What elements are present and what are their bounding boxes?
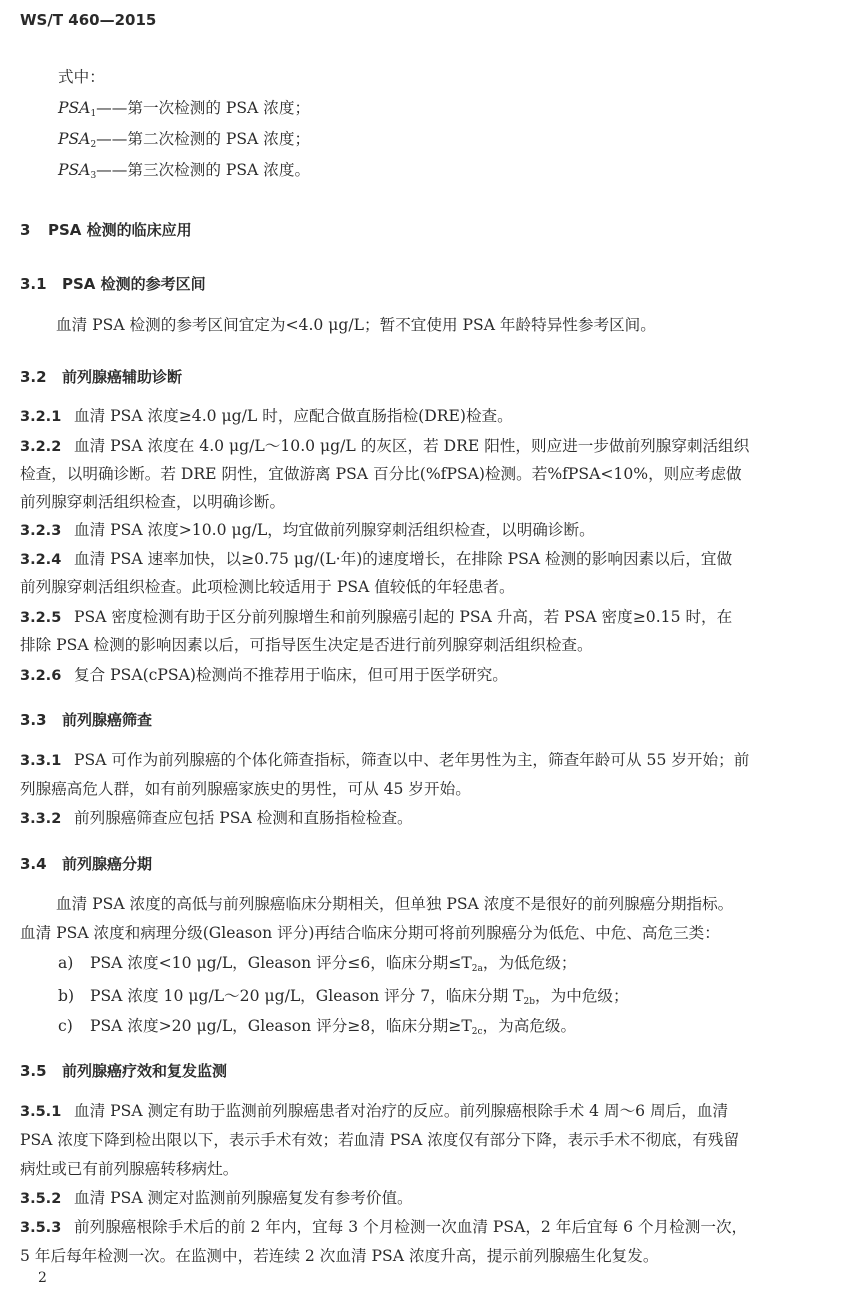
clause-number: 3.2.4 — [20, 552, 62, 568]
list-text: PSA 浓度 10 μg/L～20 μg/L，Gleason 评分 7，临床分期 T — [90, 987, 524, 1005]
list-text-end: ，为高危级。 — [482, 1017, 577, 1035]
clause-text: 前列腺癌根除手术后的前 2 年内，宜每 3 个月检测一次血清 PSA，2 年后宜每 6 个月检测一次， — [74, 1218, 748, 1236]
formula-intro: 式中： — [58, 68, 105, 86]
section-3-5-heading — [20, 1060, 227, 1082]
clause-text: 血清 PSA 浓度>10.0 μg/L，均宜做前列腺穿刺活组织检查，以明确诊断。 — [74, 521, 595, 539]
list-text-end: ，为中危级； — [535, 987, 629, 1005]
clause-text: 前列腺癌筛查应包括 PSA 检测和直肠指检检查。 — [74, 809, 413, 827]
section-number: 3.2 — [20, 368, 47, 386]
clause-number: 3.2.5 — [20, 610, 62, 626]
list-subscript: 2b — [523, 997, 536, 1007]
clause-3-2-6 — [20, 664, 508, 687]
section-3-4-heading — [20, 853, 152, 875]
formula-text: ——第三次检测的 PSA 浓度。 — [96, 161, 311, 179]
list-text-end: ，为低危级； — [482, 954, 577, 972]
formula-text: ——第二次检测的 PSA 浓度； — [96, 130, 311, 148]
clause-text: 血清 PSA 测定有助于监测前列腺癌患者对治疗的反应。前列腺癌根除手术 4 周～6 周后，血清 — [74, 1102, 729, 1120]
section-3-heading — [20, 219, 192, 241]
clause-3-3-1-line-2: 列腺癌高危人群，如有前列腺癌家族史的男性，可从 45 岁开始。 — [20, 780, 471, 798]
clause-number: 3.5.2 — [20, 1191, 62, 1207]
document-code: WS/T 460—2015 — [20, 11, 157, 29]
list-label: c) — [58, 1017, 73, 1035]
section-title: 前列腺癌分期 — [62, 855, 153, 873]
clause-3-2-2-line-3: 前列腺穿刺活组织检查，以明确诊断。 — [20, 493, 286, 511]
formula-text: ——第一次检测的 PSA 浓度； — [96, 99, 311, 117]
section-3-1-body: 血清 PSA 检测的参考区间宜定为<4.0 μg/L；暂不宜使用 PSA 年龄特异性参考区间。 — [56, 316, 656, 334]
clause-number: 3.2.1 — [20, 409, 62, 425]
section-title: 前列腺癌筛查 — [62, 711, 153, 729]
section-3-1-heading — [20, 273, 206, 295]
risk-list-item — [58, 952, 576, 980]
clause-3-2-5-line-2: 排除 PSA 检测的影响因素以后，可指导医生决定是否进行前列腺穿刺活组织检查。 — [20, 636, 593, 654]
section-title: PSA 检测的临床应用 — [48, 221, 192, 239]
formula-def-1 — [58, 97, 310, 125]
clause-3-3-2 — [20, 807, 413, 830]
clause-text: 血清 PSA 速率加快，以≥0.75 μg/(L·年)的速度增长，在排除 PSA 检测的影响因素以后，宜做 — [74, 550, 733, 568]
clause-3-2-5 — [20, 606, 732, 629]
clause-3-5-1 — [20, 1100, 728, 1123]
section-number: 3.5 — [20, 1062, 47, 1080]
clause-text: PSA 可作为前列腺癌的个体化筛查指标，筛查以中、老年男性为主，筛查年龄可从 55 岁开始；前 — [74, 751, 750, 769]
clause-3-2-3 — [20, 519, 595, 542]
clause-text: PSA 密度检测有助于区分前列腺增生和前列腺癌引起的 PSA 升高，若 PSA 密度≥0.15 时，在 — [74, 608, 733, 626]
clause-number: 3.3.1 — [20, 753, 62, 769]
clause-3-5-2 — [20, 1187, 413, 1210]
list-subscript: 2a — [471, 964, 483, 974]
clause-number: 3.5.1 — [20, 1104, 62, 1120]
formula-subscript: 1 — [90, 109, 97, 119]
section-3-3-heading — [20, 709, 152, 731]
formula-subscript: 2 — [90, 140, 97, 150]
section-number: 3.1 — [20, 275, 47, 293]
clause-text: 血清 PSA 浓度≥4.0 μg/L 时，应配合做直肠指检(DRE)检查。 — [74, 407, 513, 425]
clause-number: 3.2.3 — [20, 523, 62, 539]
clause-text: 复合 PSA(cPSA)检测尚不推荐用于临床，但可用于医学研究。 — [74, 666, 508, 684]
clause-number: 3.2.2 — [20, 439, 62, 455]
list-text: PSA 浓度<10 μg/L，Gleason 评分≤6，临床分期≤T — [90, 954, 472, 972]
formula-symbol: PSA — [58, 161, 91, 179]
section-title: 前列腺癌疗效和复发监测 — [62, 1062, 228, 1080]
risk-list-item — [58, 985, 629, 1013]
clause-number: 3.2.6 — [20, 668, 62, 684]
formula-symbol: PSA — [58, 99, 91, 117]
section-3-4-paragraph-1: 血清 PSA 浓度的高低与前列腺癌临床分期相关，但单独 PSA 浓度不是很好的前列腺癌分期指标。 — [56, 895, 734, 913]
clause-3-2-2 — [20, 435, 749, 458]
clause-3-5-3-line-2: 5 年后每年检测一次。在监测中，若连续 2 次血清 PSA 浓度升高，提示前列腺癌生化复发。 — [20, 1247, 659, 1265]
clause-3-5-1-line-2: PSA 浓度下降到检出限以下，表示手术有效；若血清 PSA 浓度仅有部分下降，表示手术不彻底，有残留 — [20, 1131, 740, 1149]
section-title: 前列腺癌辅助诊断 — [62, 368, 183, 386]
list-text: PSA 浓度>20 μg/L，Gleason 评分≥8，临床分期≥T — [90, 1017, 472, 1035]
section-number: 3.4 — [20, 855, 47, 873]
list-label: b) — [58, 987, 75, 1005]
page-number: 2 — [38, 1270, 47, 1286]
clause-text: 血清 PSA 测定对监测前列腺癌复发有参考价值。 — [74, 1189, 413, 1207]
formula-subscript: 3 — [90, 171, 97, 181]
risk-list-item — [58, 1015, 576, 1043]
clause-number: 3.3.2 — [20, 811, 62, 827]
clause-text: 血清 PSA 浓度在 4.0 μg/L～10.0 μg/L 的灰区，若 DRE 阳性，则应进一步做前列腺穿刺活组织 — [74, 437, 750, 455]
list-label: a) — [58, 954, 74, 972]
formula-def-2 — [58, 128, 310, 156]
formula-def-3 — [58, 159, 310, 187]
section-3-2-heading — [20, 366, 182, 388]
formula-symbol: PSA — [58, 130, 91, 148]
list-subscript: 2c — [471, 1027, 483, 1037]
section-number: 3 — [20, 221, 31, 239]
clause-3-2-1 — [20, 405, 513, 428]
clause-3-2-2-line-2: 检查，以明确诊断。若 DRE 阴性，宜做游离 PSA 百分比(%fPSA)检测。若%fPSA<10%，则应考虑做 — [20, 465, 742, 483]
section-3-4-paragraph-2: 血清 PSA 浓度和病理分级(Gleason 评分)再结合临床分期可将前列腺癌分为低危、中危、高危三类： — [20, 924, 720, 942]
clause-3-2-4-line-2: 前列腺穿刺活组织检查。此项检测比较适用于 PSA 值较低的年轻患者。 — [20, 578, 515, 596]
section-title: PSA 检测的参考区间 — [62, 275, 206, 293]
clause-number: 3.5.3 — [20, 1220, 62, 1236]
clause-3-3-1 — [20, 749, 749, 772]
clause-3-5-1-line-3: 病灶或已有前列腺癌转移病灶。 — [20, 1160, 239, 1178]
section-number: 3.3 — [20, 711, 47, 729]
clause-3-2-4 — [20, 548, 732, 571]
clause-3-5-3 — [20, 1216, 747, 1239]
